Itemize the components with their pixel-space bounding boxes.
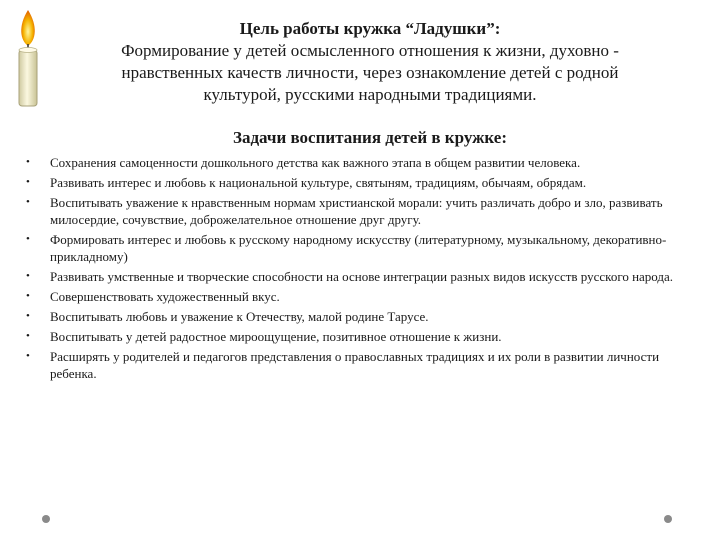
goal-line: Формирование у детей осмысленного отношения к жизни, духовно - (121, 41, 619, 60)
tasks-heading: Задачи воспитания детей в кружке: (232, 128, 508, 147)
list-item (26, 348, 686, 382)
list-item (26, 328, 686, 345)
list-item-text: Воспитывать уважение к нравственным нормам христианской морали: учить различать добро и зло, развивать милосердие, сочувствие, доброжелательное отношение друг другу. (50, 195, 663, 227)
candle-icon (8, 6, 48, 110)
bullet-icon: • (26, 196, 30, 208)
bullet-icon: • (26, 176, 30, 188)
bullet-icon: • (26, 270, 30, 282)
goal-text (60, 40, 680, 106)
list-item-text: Развивать умственные и творческие способности на основе интеграции разных видов искусств русского народа. (50, 269, 674, 284)
list-item (26, 154, 686, 171)
list-item (26, 308, 686, 325)
list-item-text: Воспитывать у детей радостное мироощущение, позитивное отношение к жизни. (50, 329, 502, 344)
bullet-icon: • (26, 156, 30, 168)
bullet-icon: • (26, 233, 30, 245)
list-item (26, 174, 686, 191)
list-item-text: Совершенствовать художественный вкус. (50, 289, 280, 304)
bullet-icon: • (26, 310, 30, 322)
bullet-icon: • (26, 330, 30, 342)
list-item (26, 194, 686, 228)
decorative-dot-left (42, 515, 50, 523)
list-item-text: Развивать интерес и любовь к национальной культуре, святыням, традициям, обычаям, обрядам. (50, 175, 587, 190)
goal-block (60, 18, 680, 106)
goal-line: культурой, русскими народными традициями. (203, 85, 537, 104)
list-item-text: Сохранения самоценности дошкольного детства как важного этапа в общем развитии человека. (50, 155, 581, 170)
list-item (26, 268, 686, 285)
list-item (26, 231, 686, 265)
list-item-text: Формировать интерес и любовь к русскому народному искусству (литературному, музыкальному, декоративно-прикладному) (50, 232, 667, 264)
bullet-icon: • (26, 350, 30, 362)
task-list (26, 154, 686, 385)
list-item-text: Воспитывать любовь и уважение к Отечеству, малой родине Тарусе. (50, 309, 429, 324)
list-item-text: Расширять у родителей и педагогов представления о православных традициях и их роли в развитии личности ребенка. (50, 349, 660, 381)
list-item (26, 288, 686, 305)
bullet-icon: • (26, 290, 30, 302)
goal-line: нравственных качеств личности, через ознакомление детей с родной (121, 63, 619, 82)
decorative-dot-right (664, 515, 672, 523)
page-title: Цель работы кружка “Ладушки”: (239, 19, 501, 38)
